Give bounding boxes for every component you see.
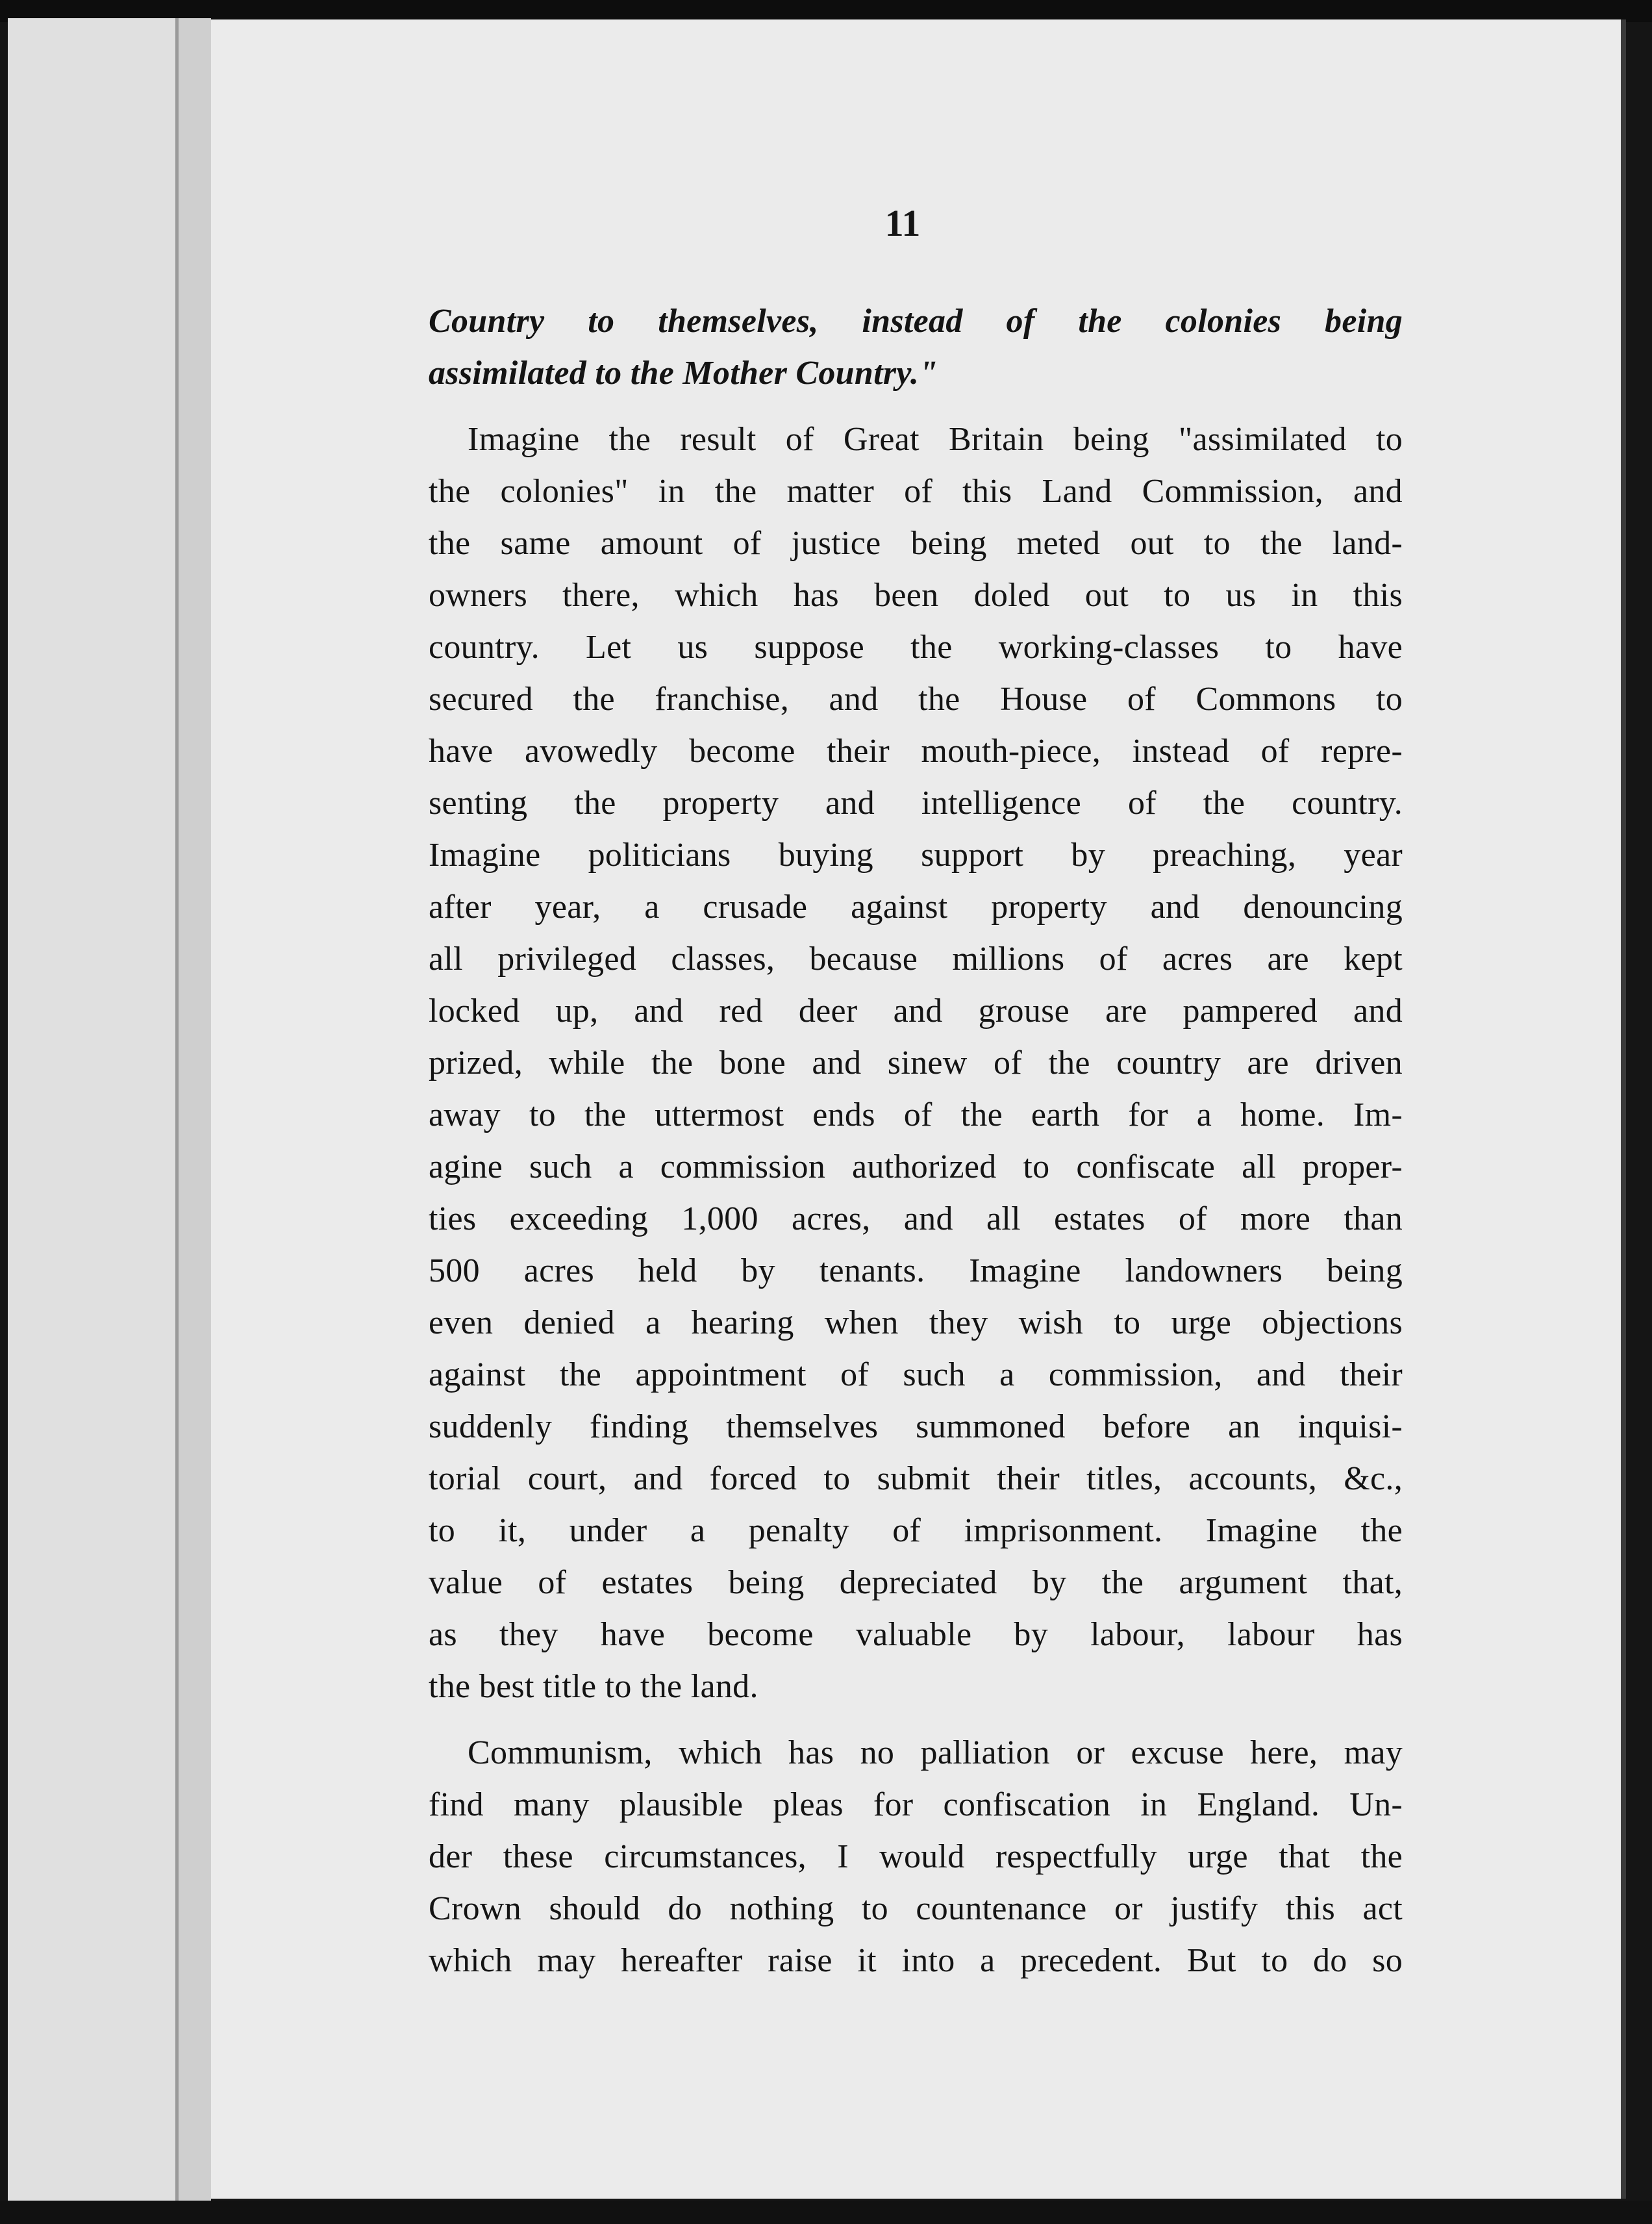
- text-line: value of estates being depreciated by the argument that,: [429, 1564, 1403, 1601]
- text-line: Crown should do nothing to countenance or justify this act: [429, 1890, 1403, 1927]
- text-line: to it, under a penalty of imprisonment. Imagine the: [429, 1512, 1403, 1549]
- text-line: all privileged classes, because millions of acres are kept: [429, 941, 1403, 978]
- page-edge: [1621, 19, 1626, 2199]
- text-line: 500 acres held by tenants. Imagine landowners being: [429, 1252, 1403, 1289]
- text-line: owners there, which has been doled out to us in this: [429, 577, 1403, 614]
- text-line: the colonies" in the matter of this Land Commission, and: [429, 473, 1403, 510]
- text-line: country. Let us suppose the working-classes to have: [429, 629, 1403, 666]
- scan-top-border: [0, 0, 1652, 22]
- text-line: the best title to the land.: [429, 1668, 758, 1705]
- text-line: the same amount of justice being meted out to the land-: [429, 525, 1403, 562]
- text-line: Communism, which has no palliation or excuse here, may: [468, 1734, 1403, 1771]
- text-line: der these circumstances, I would respectfully urge that the: [429, 1838, 1403, 1875]
- text-line: have avowedly become their mouth-piece, instead of repre-: [429, 733, 1403, 770]
- text-line: find many plausible pleas for confiscation in England. Un-: [429, 1786, 1403, 1823]
- text-line: agine such a commission authorized to confiscate all proper-: [429, 1148, 1403, 1185]
- text-line: suddenly finding themselves summoned before an inquisi-: [429, 1408, 1403, 1445]
- text-line: senting the property and intelligence of the country.: [429, 785, 1403, 822]
- scan-bottom-border: [0, 2201, 1652, 2224]
- facing-page: [8, 18, 179, 2201]
- text-line: ties exceeding 1,000 acres, and all estates of more than: [429, 1200, 1403, 1237]
- text-line: prized, while the bone and sinew of the country are driven: [429, 1044, 1403, 1081]
- book-gutter: [179, 18, 211, 2201]
- text-line: Imagine politicians buying support by preaching, year: [429, 837, 1403, 874]
- text-line: Imagine the result of Great Britain being "assimilated to: [468, 421, 1403, 458]
- text-line: assimilated to the Mother Country.": [429, 355, 938, 392]
- text-line: locked up, and red deer and grouse are pampered and: [429, 992, 1403, 1030]
- page-number: 11: [884, 202, 921, 244]
- text-line: secured the franchise, and the House of Commons to: [429, 681, 1403, 718]
- text-line: torial court, and forced to submit their titles, accounts, &c.,: [429, 1460, 1403, 1497]
- text-line: away to the uttermost ends of the earth for a home. Im-: [429, 1096, 1403, 1133]
- text-line: after year, a crusade against property and denouncing: [429, 889, 1403, 926]
- text-line: as they have become valuable by labour, labour has: [429, 1616, 1403, 1653]
- text-line: Country to themselves, instead of the colonies being: [429, 303, 1403, 340]
- text-line: which may hereafter raise it into a precedent. But to do so: [429, 1942, 1403, 1979]
- text-line: even denied a hearing when they wish to urge objections: [429, 1304, 1403, 1341]
- text-line: against the appointment of such a commission, and their: [429, 1356, 1403, 1393]
- body-text: [429, 296, 1403, 1987]
